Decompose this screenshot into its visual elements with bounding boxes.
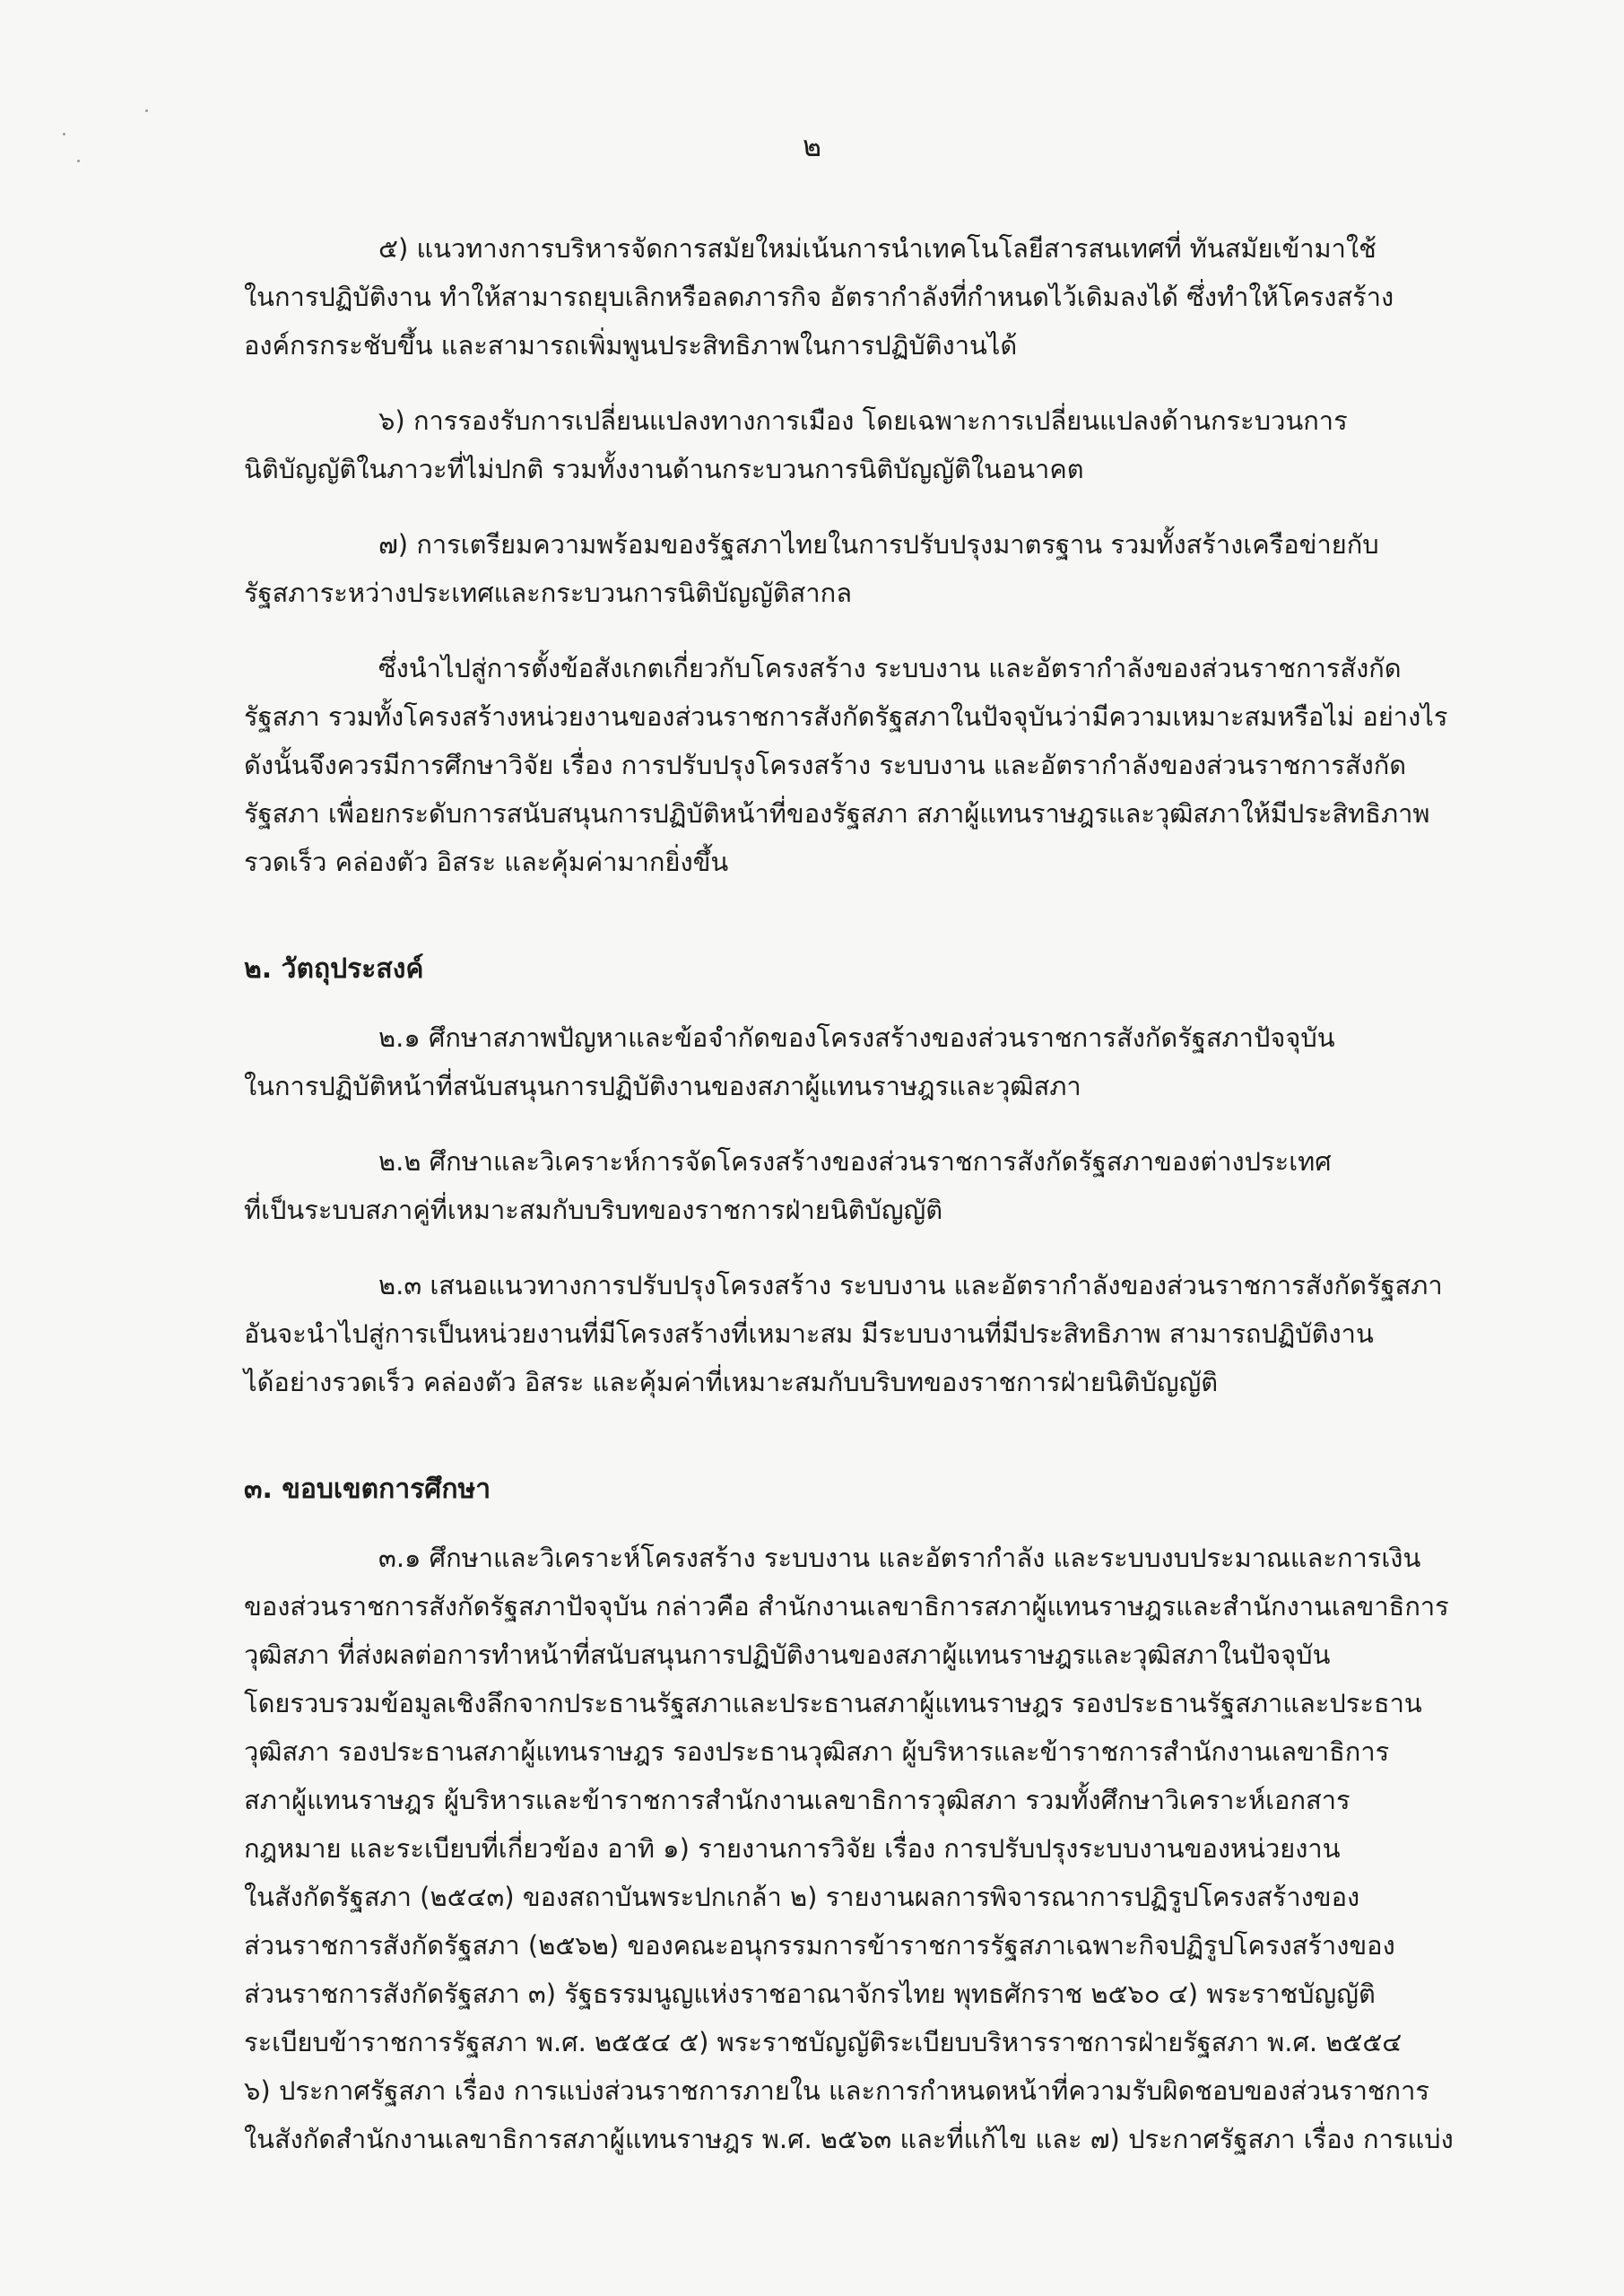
- text-line: ซึ่งนำไปสู่การตั้งข้อสังเกตเกี่ยวกับโครงสร้าง ระบบงาน และอัตรากำลังของส่วนราชการสังกัด: [378, 653, 1402, 683]
- text-line: ๖) ประกาศรัฐสภา เรื่อง การแบ่งส่วนราชการภายใน และการกำหนดหน้าที่ความรับผิดชอบของส่วนราชการ: [244, 2075, 1429, 2106]
- section-2: [244, 945, 1463, 994]
- text-line: วุฒิสภา รองประธานสภาผู้แทนราษฎร รองประธานวุฒิสภา ผู้บริหารและข้าราชการสำนักงานเลขาธิการ: [244, 1736, 1390, 1767]
- text-line: ๒.๓ เสนอแนวทางการปรับปรุงโครงสร้าง ระบบงาน และอัตรากำลังของส่วนราชการสังกัดรัฐสภา: [378, 1270, 1443, 1300]
- text-line: ของส่วนราชการสังกัดรัฐสภาปัจจุบัน กล่าวคือ สำนักงานเลขาธิการสภาผู้แทนราษฎรและสำนักงานเลขาธิการ: [244, 1591, 1449, 1622]
- text-line: นิติบัญญัติในภาวะที่ไม่ปกติ รวมทั้งงานด้านกระบวนการนิติบัญญัติในอนาคต: [244, 454, 1084, 484]
- scan-speck: [145, 109, 148, 112]
- text-line: องค์กรกระชับขึ้น และสามารถเพิ่มพูนประสิทธิภาพในการปฏิบัติงานได้: [244, 330, 1018, 361]
- text-line: ๕) แนวทางการบริหารจัดการสมัยใหม่เน้นการนำเทคโนโลยีสารสนเทศที่ ทันสมัยเข้ามาใช้: [378, 233, 1376, 264]
- text-line: ในสังกัดรัฐสภา (๒๕๔๓) ของสถาบันพระปกเกล้า ๒) รายงานผลการพิจารณาการปฏิรูปโครงสร้างของ: [244, 1882, 1360, 1912]
- text-line: รัฐสภา เพื่อยกระดับการสนับสนุนการปฏิบัติหน้าที่ของรัฐสภา สภาผู้แทนราษฎรและวุฒิสภาให้มีประสิทธิภาพ: [244, 798, 1430, 829]
- document-body: [244, 224, 1463, 2190]
- paragraph-item-5: [244, 224, 1463, 370]
- paragraph-summary: [244, 644, 1463, 886]
- text-line: โดยรวบรวมข้อมูลเชิงลึกจากประธานรัฐสภาและประธานสภาผู้แทนราษฎร รองประธานรัฐสภาและประธาน: [244, 1688, 1422, 1718]
- paragraph-item-7: [244, 520, 1463, 617]
- text-line: รัฐสภาระหว่างประเทศและกระบวนการนิติบัญญัติสากล: [244, 578, 852, 608]
- text-line: วุฒิสภา ที่ส่งผลต่อการทำหน้าที่สนับสนุนการปฏิบัติงานของสภาผู้แทนราษฎรและวุฒิสภาในปัจจุบัน: [244, 1639, 1331, 1670]
- text-line: ส่วนราชการสังกัดรัฐสภา (๒๕๖๒) ของคณะอนุกรรมการข้าราชการรัฐสภาเฉพาะกิจปฏิรูปโครงสร้างของ: [244, 1930, 1395, 1961]
- text-line: ดังนั้นจึงควรมีการศึกษาวิจัย เรื่อง การปรับปรุงโครงสร้าง ระบบงาน และอัตรากำลังของส่วนราชการสังกัด: [244, 750, 1407, 780]
- text-line: ส่วนราชการสังกัดรัฐสภา ๓) รัฐธรรมนูญแห่งราชอาณาจักรไทย พุทธศักราช ๒๕๖๐ ๔) พระราชบัญญัติ: [244, 1979, 1376, 2009]
- objective-2-3: [244, 1261, 1463, 1406]
- objective-2-1: [244, 1013, 1463, 1110]
- page-number: ๒: [802, 129, 822, 163]
- text-line: ระเบียบข้าราชการรัฐสภา พ.ศ. ๒๕๕๔ ๕) พระราชบัญญัติระเบียบบริหารราชการฝ่ายรัฐสภา พ.ศ. ๒๕๕๔: [244, 2027, 1403, 2057]
- section-heading: ๒. วัตถุประสงค์: [244, 953, 424, 985]
- text-line: ในสังกัดสำนักงานเลขาธิการสภาผู้แทนราษฎร พ.ศ. ๒๕๖๓ และที่แก้ไข และ ๗) ประกาศรัฐสภา เรื่อง การแบ่ง: [244, 2124, 1454, 2154]
- text-line: ๓.๑ ศึกษาและวิเคราะห์โครงสร้าง ระบบงาน และอัตรากำลัง และระบบงบประมาณและการเงิน: [378, 1543, 1421, 1573]
- scope-3-1: [244, 1534, 1463, 2163]
- text-line: ๒.๑ ศึกษาสภาพปัญหาและข้อจำกัดของโครงสร้างของส่วนราชการสังกัดรัฐสภาปัจจุบัน: [378, 1022, 1335, 1053]
- text-line: กฎหมาย และระเบียบที่เกี่ยวข้อง อาทิ ๑) รายงานการวิจัย เรื่อง การปรับปรุงระบบงานของหน่วยงาน: [244, 1833, 1341, 1864]
- text-line: ได้อย่างรวดเร็ว คล่องตัว อิสระ และคุ้มค่าที่เหมาะสมกับบริบทของราชการฝ่ายนิติบัญญัติ: [244, 1367, 1219, 1397]
- text-line: อันจะนำไปสู่การเป็นหน่วยงานที่มีโครงสร้างที่เหมาะสม มีระบบงานที่มีประสิทธิภาพ สามารถปฏิบัติงาน: [244, 1318, 1374, 1349]
- section-heading: ๓. ขอบเขตการศึกษา: [244, 1474, 491, 1505]
- paragraph-item-6: [244, 396, 1463, 493]
- text-line: รวดเร็ว คล่องตัว อิสระ และคุ้มค่ามากยิ่งขึ้น: [244, 847, 729, 877]
- section-3: [244, 1465, 1463, 1514]
- text-line: ๒.๒ ศึกษาและวิเคราะห์การจัดโครงสร้างของส่วนราชการสังกัดรัฐสภาของต่างประเทศ: [378, 1146, 1332, 1177]
- text-line: ในการปฏิบัติงาน ทำให้สามารถยุบเลิกหรือลดภารกิจ อัตรากำลังที่กำหนดไว้เดิมลงได้ ซึ่งทำให้โครงสร้าง: [244, 282, 1394, 312]
- text-line: ที่เป็นระบบสภาคู่ที่เหมาะสมกับบริบทของราชการฝ่ายนิติบัญญัติ: [244, 1195, 943, 1225]
- objective-2-2: [244, 1137, 1463, 1234]
- text-line: ๖) การรองรับการเปลี่ยนแปลงทางการเมือง โดยเฉพาะการเปลี่ยนแปลงด้านกระบวนการ: [378, 405, 1348, 436]
- text-line: รัฐสภา รวมทั้งโครงสร้างหน่วยงานของส่วนราชการสังกัดรัฐสภาในปัจจุบันว่ามีความเหมาะสมหรือไม่ อย่างไร: [244, 701, 1448, 732]
- text-line: สภาผู้แทนราษฎร ผู้บริหารและข้าราชการสำนักงานเลขาธิการวุฒิสภา รวมทั้งศึกษาวิเคราะห์เอกสาร: [244, 1785, 1350, 1815]
- text-line: ในการปฏิบัติหน้าที่สนับสนุนการปฏิบัติงานของสภาผู้แทนราษฎรและวุฒิสภา: [244, 1071, 1081, 1101]
- text-line: ๗) การเตรียมความพร้อมของรัฐสภาไทยในการปรับปรุงมาตรฐาน รวมทั้งสร้างเครือข่ายกับ: [378, 529, 1379, 560]
